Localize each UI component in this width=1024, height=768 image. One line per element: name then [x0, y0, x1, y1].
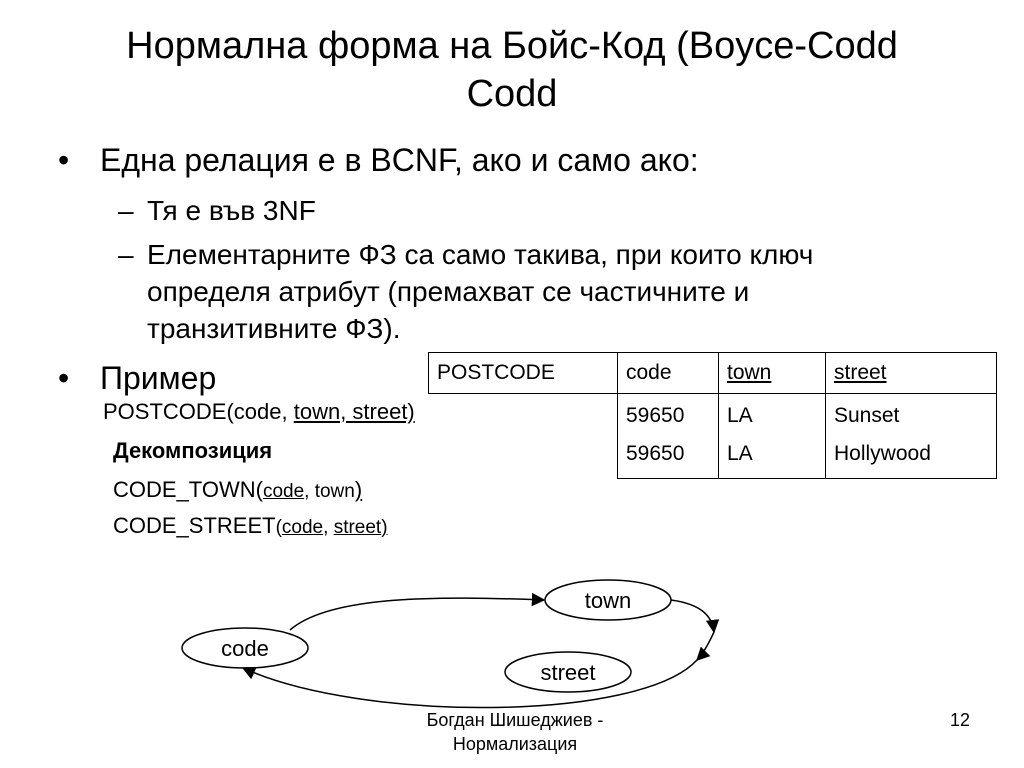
- bullet-dot: •: [58, 142, 70, 178]
- bullet-dot: •: [58, 360, 70, 396]
- table-cell: Sunset: [826, 394, 997, 433]
- code-street-close: ): [381, 517, 388, 538]
- node-street-label: street: [540, 660, 596, 685]
- slide-title-line2: Codd: [466, 73, 558, 115]
- relation-underlined: town, street): [293, 399, 415, 424]
- arrow-to-street: [697, 632, 714, 660]
- table-cell: 59650: [618, 432, 719, 479]
- sub-bullet-fd-line2: определя атрибут (премахват се частичните и: [147, 276, 750, 307]
- code-street-comma: ,: [323, 517, 334, 538]
- code-street-key: code: [281, 517, 324, 538]
- table-header-cell: code: [618, 353, 719, 394]
- code-town-prefix: CODE_TOWN(: [113, 477, 263, 502]
- code-street-attr: street: [333, 517, 382, 538]
- code-street-prefix: CODE_STREET: [113, 513, 276, 538]
- node-code-label: code: [221, 636, 269, 661]
- sub-bullet-fd-line1: Елементарните ФЗ са само такива, при които ключ: [147, 239, 814, 270]
- table-header-cell: POSTCODE: [429, 353, 618, 394]
- footer-author: [380, 708, 650, 756]
- footer-line2: Нормализация: [452, 734, 578, 754]
- table-header-cell: street: [826, 353, 997, 394]
- sub-bullet-3nf: Тя е във 3NF: [147, 195, 316, 226]
- footer-line1: Богдан Шишеджиев -: [426, 710, 604, 730]
- example-heading: Пример: [100, 360, 217, 396]
- bullet-1-text: Една релация е в BCNF, ако и само ако:: [100, 142, 699, 178]
- arrow-code-to-town: [290, 598, 544, 630]
- table-header-cell: town: [719, 353, 826, 394]
- sub-bullet-fd-line3: транзитивните ФЗ).: [147, 313, 401, 344]
- decomposition-label: Декомпозиция: [113, 438, 273, 463]
- dash-1: –: [118, 195, 134, 226]
- code-street-open: (: [275, 517, 282, 538]
- code-town-close: ): [354, 477, 363, 502]
- relation-prefix: POSTCODE(code,: [103, 399, 294, 424]
- slide-title-line1: Нормална форма на Бойс-Код (Boyce-Codd: [126, 25, 898, 67]
- code-town-rest: , town: [304, 481, 355, 502]
- table-cell: LA: [719, 394, 826, 433]
- code-town-key: code: [262, 481, 305, 502]
- arrow-town-curve: [671, 600, 714, 632]
- table-cell: LA: [719, 432, 826, 479]
- table-cell: Hollywood: [826, 432, 997, 479]
- table-cell: 59650: [618, 394, 719, 433]
- page-number: 12: [949, 710, 970, 730]
- node-town-label: town: [584, 588, 632, 613]
- dash-2: –: [118, 239, 134, 270]
